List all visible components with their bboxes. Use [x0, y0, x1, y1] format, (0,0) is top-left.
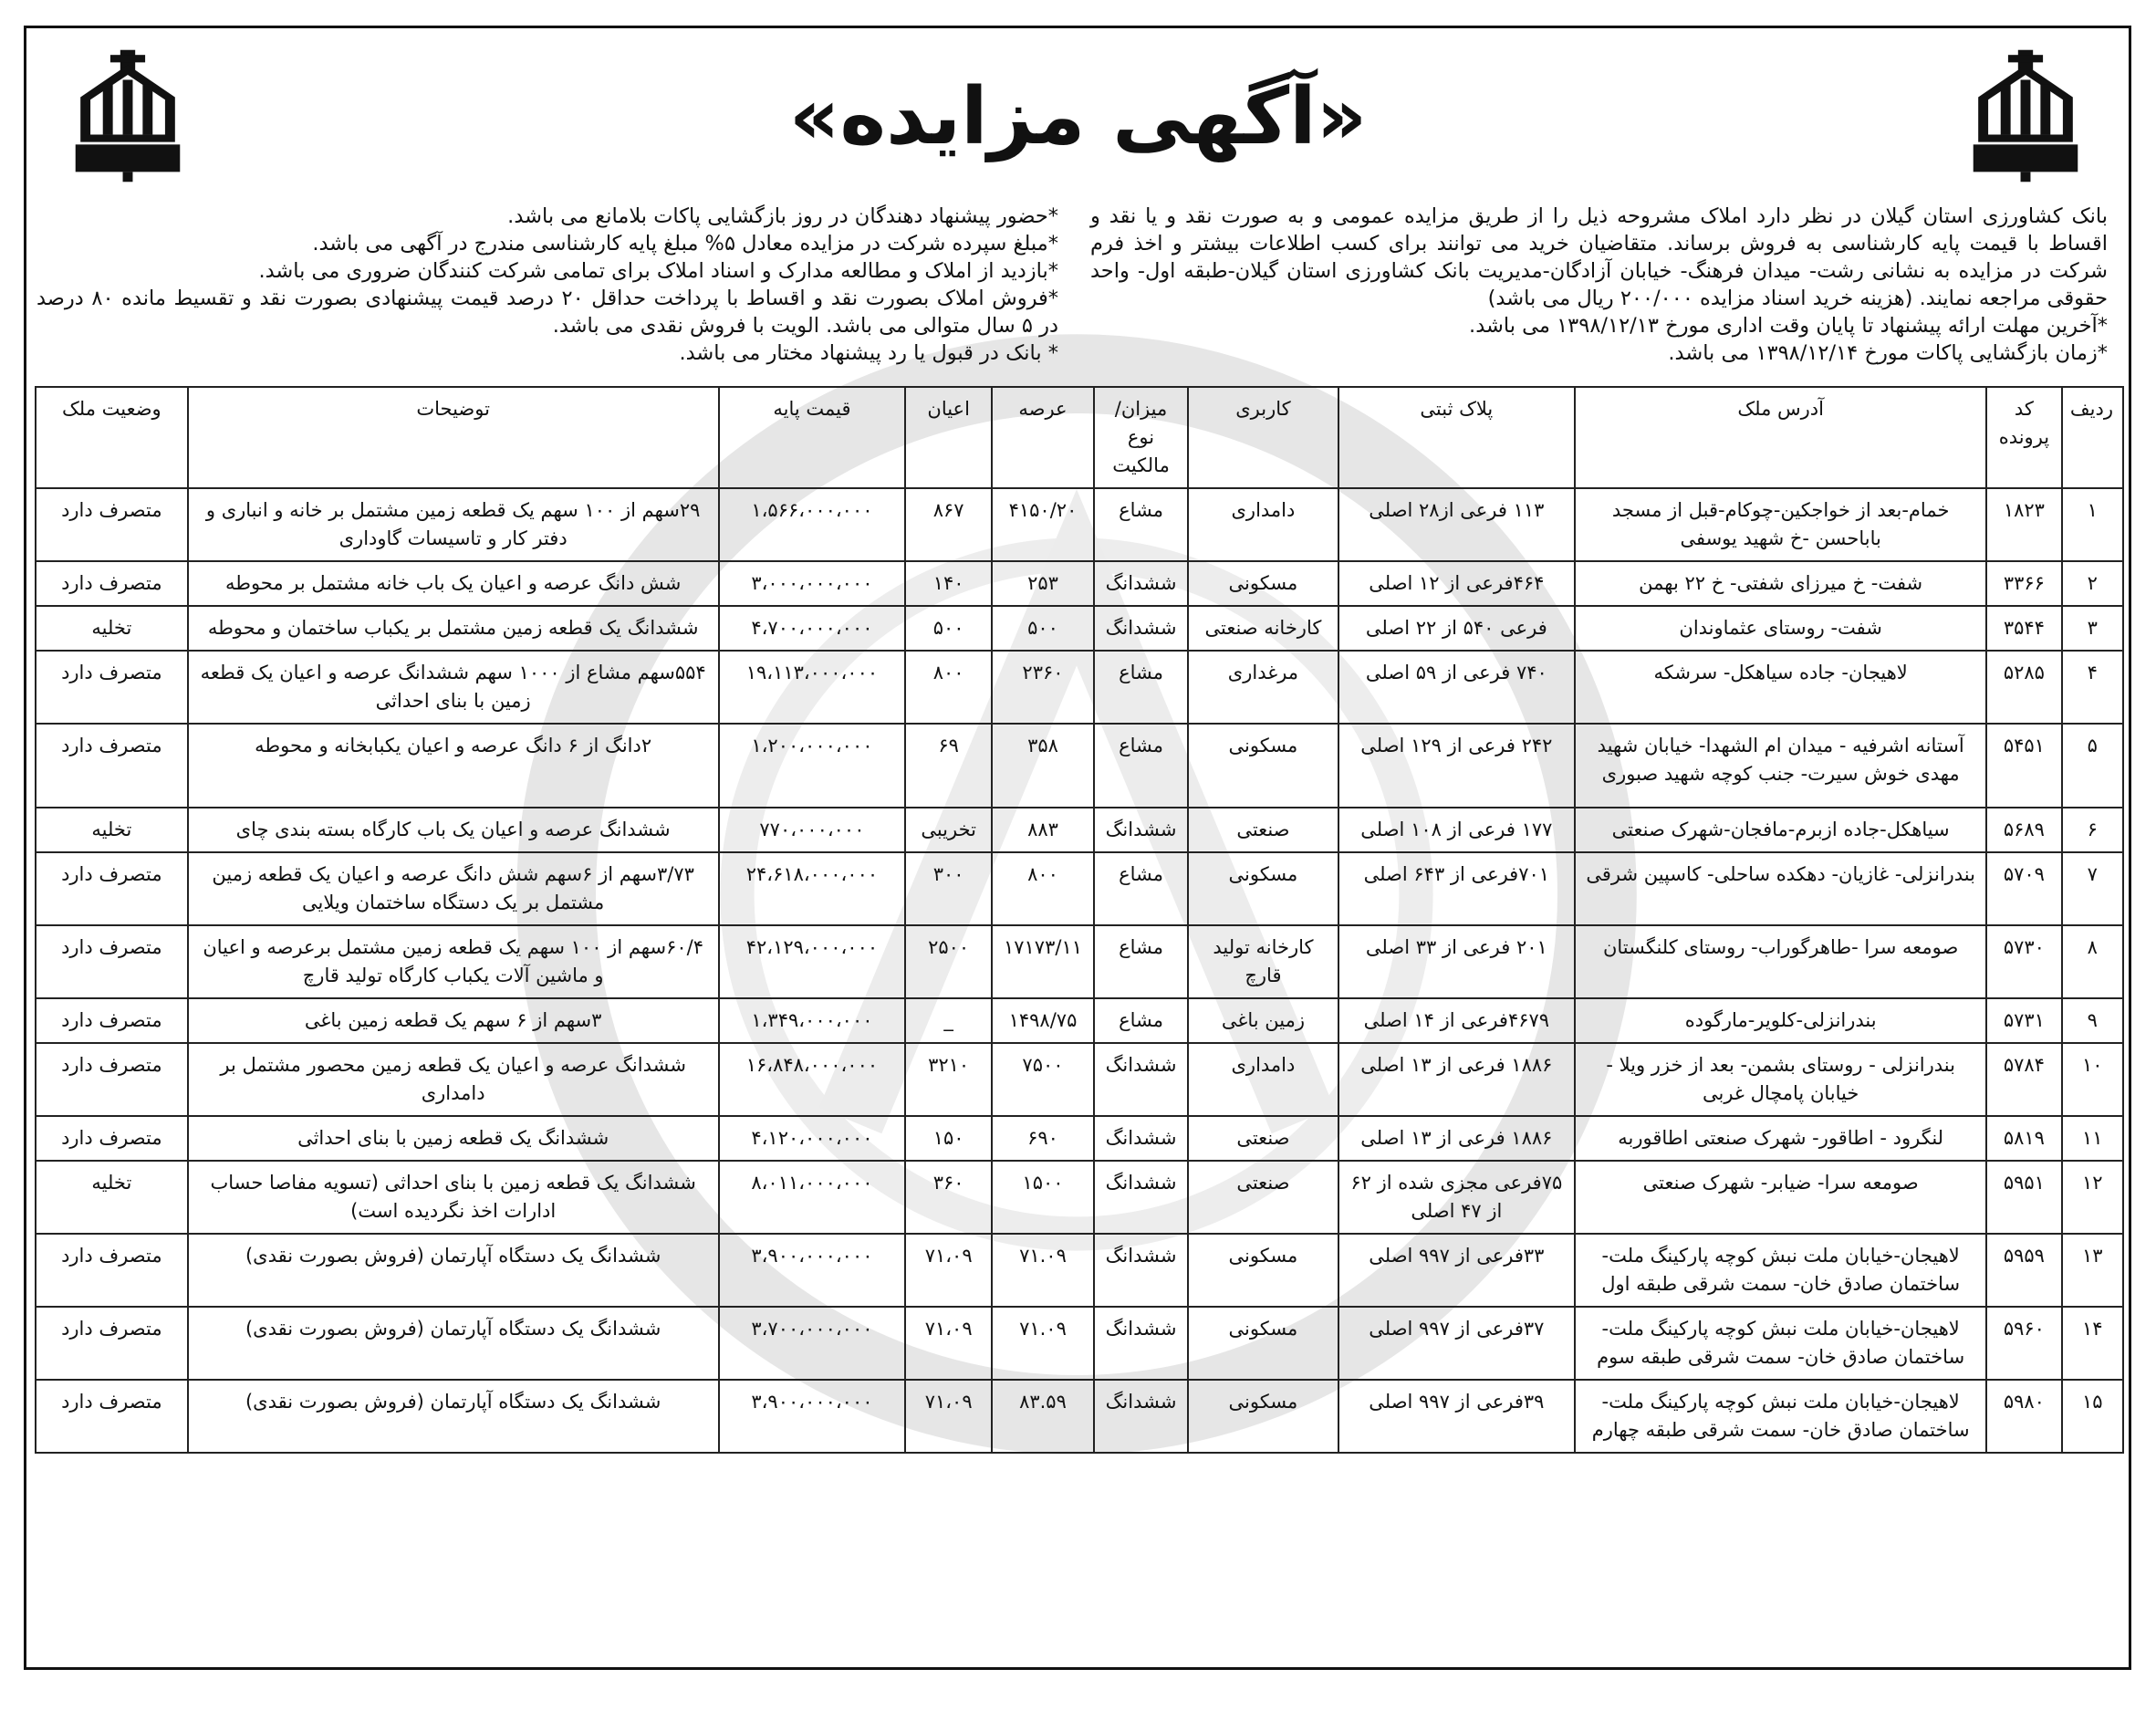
cell-ownership: مشاع: [1094, 852, 1188, 925]
cell-description: ششدانگ یک قطعه زمین با بنای احداثی (تسویه مفاصا حساب ادارات اخذ نگردیده است): [188, 1161, 719, 1234]
cell-base-price: ۱،۳۴۹،۰۰۰،۰۰۰: [719, 998, 906, 1043]
cell-land-area: ۱۷۱۷۳/۱۱: [992, 925, 1094, 998]
table-row: [36, 561, 2123, 606]
cell-row-number: ۱۱: [2062, 1116, 2123, 1161]
cell-address: شفت- خ میرزای شفتی- خ ۲۲ بهمن: [1575, 561, 1986, 606]
cell-ownership: ششدانگ: [1094, 1234, 1188, 1307]
cell-address: خمام-بعد از خواجکین-چوکام-قبل از مسجد باباحسن -خ شهید یوسفی: [1575, 488, 1986, 561]
cell-land-area: ۴۱۵۰/۲۰: [992, 488, 1094, 561]
header-building-area: اعیان: [905, 387, 992, 488]
cell-usage: زمین باغی: [1188, 998, 1338, 1043]
cell-status: متصرف دارد: [36, 488, 188, 561]
cell-description: ششدانگ یک قطعه زمین با بنای احداثی: [188, 1116, 719, 1161]
cell-land-area: ۷۱.۰۹: [992, 1307, 1094, 1380]
cell-usage: مسکونی: [1188, 561, 1338, 606]
cell-registration-plaque: ۲۰۱ فرعی از ۳۳ اصلی: [1338, 925, 1575, 998]
cell-usage: کارخانه صنعتی: [1188, 606, 1338, 651]
table-row: [36, 852, 2123, 925]
cell-description: شش دانگ عرصه و اعیان یک باب خانه مشتمل بر محوطه: [188, 561, 719, 606]
cell-building-area: ۷۱،۰۹: [905, 1380, 992, 1453]
cell-status: متصرف دارد: [36, 1380, 188, 1453]
cell-usage: صنعتی: [1188, 1116, 1338, 1161]
cell-row-number: ۱۵: [2062, 1380, 2123, 1453]
cell-base-price: ۱۶،۸۴۸،۰۰۰،۰۰۰: [719, 1043, 906, 1116]
header-registration-plaque: پلاک ثبتی: [1338, 387, 1575, 488]
cell-status: متصرف دارد: [36, 561, 188, 606]
header-ownership: میزان/نوع مالکیت: [1094, 387, 1188, 488]
cell-address: لاهیجان-خیابان ملت نبش کوچه پارکینگ ملت-ساختمان صادق خان- سمت شرقی طبقه چهارم: [1575, 1380, 1986, 1453]
cell-ownership: مشاع: [1094, 925, 1188, 998]
cell-row-number: ۹: [2062, 998, 2123, 1043]
header-row-number: ردیف: [2062, 387, 2123, 488]
cell-land-area: ۸۸۳: [992, 808, 1094, 852]
cell-base-price: ۷۷۰،۰۰۰،۰۰۰: [719, 808, 906, 852]
intro-bullet: *مبلغ سپرده شرکت در مزایده معادل ۵% مبلغ پایه کارشناسی مندرج در آگهی می باشد.: [312, 232, 1058, 256]
cell-status: متصرف دارد: [36, 1043, 188, 1116]
table-row: [36, 651, 2123, 724]
cell-land-area: ۲۵۳: [992, 561, 1094, 606]
cell-status: متصرف دارد: [36, 1116, 188, 1161]
cell-base-price: ۱،۲۰۰،۰۰۰،۰۰۰: [719, 724, 906, 808]
cell-land-area: ۵۰۰: [992, 606, 1094, 651]
cell-land-area: ۸۳.۵۹: [992, 1380, 1094, 1453]
table-row: [36, 606, 2123, 651]
cell-base-price: ۲۴،۶۱۸،۰۰۰،۰۰۰: [719, 852, 906, 925]
cell-registration-plaque: ۱۸۸۶ فرعی از ۱۳ اصلی: [1338, 1116, 1575, 1161]
cell-description: ششدانگ یک دستگاه آپارتمان (فروش بصورت نقدی): [188, 1380, 719, 1453]
cell-row-number: ۱۳: [2062, 1234, 2123, 1307]
intro-bullet: *بازدید از املاک و مطالعه مدارک و اسناد املاک برای تمامی شرکت کنندگان ضروری می باشد.: [258, 259, 1058, 283]
cell-building-area: تخریبی: [905, 808, 992, 852]
cell-registration-plaque: ۱۸۸۶ فرعی از ۱۳ اصلی: [1338, 1043, 1575, 1116]
cell-description: ۵۵۴سهم مشاع از ۱۰۰۰ سهم ششدانگ عرصه و اعیان یک قطعه زمین با بنای احداثی: [188, 651, 719, 724]
cell-file-code: ۵۸۱۹: [1986, 1116, 2061, 1161]
table-row: [36, 998, 2123, 1043]
cell-registration-plaque: ۳۳فرعی از ۹۹۷ اصلی: [1338, 1234, 1575, 1307]
cell-base-price: ۱،۵۶۶،۰۰۰،۰۰۰: [719, 488, 906, 561]
cell-base-price: ۳،۹۰۰،۰۰۰،۰۰۰: [719, 1234, 906, 1307]
cell-registration-plaque: ۱۷۷ فرعی از ۱۰۸ اصلی: [1338, 808, 1575, 852]
auction-table: [35, 386, 2124, 1454]
cell-building-area: ۷۱،۰۹: [905, 1234, 992, 1307]
header-base-price: قیمت پایه: [719, 387, 906, 488]
cell-base-price: ۳،۹۰۰،۰۰۰،۰۰۰: [719, 1380, 906, 1453]
cell-land-area: ۶۹۰: [992, 1116, 1094, 1161]
cell-registration-plaque: ۳۹فرعی از ۹۹۷ اصلی: [1338, 1380, 1575, 1453]
intro-paragraph: بانک کشاورزی استان گیلان در نظر دارد املاک مشروحه ذیل را از طریق مزایده عمومی و به صورت نقد و یا نقد و اقساط با قیمت پایه کارشناسی به فروش برساند. متقاضیان خرید می توانند برای کسب اطلاعات بیشتر و اخذ فرم شرکت در مزایده به نشانی رشت- میدان فرهنگ- خیابان آزادگان-مدیریت بانک کشاورزی استان گیلان-طبقه اول- واحد حقوقی مراجعه نمایند. (هزینه خرید اسناد مزایده ۲۰۰/۰۰۰ ریال می باشد): [1090, 204, 2108, 310]
cell-file-code: ۵۹۶۰: [1986, 1307, 2061, 1380]
cell-ownership: ششدانگ: [1094, 561, 1188, 606]
table-row: [36, 1161, 2123, 1234]
cell-file-code: ۵۶۸۹: [1986, 808, 2061, 852]
cell-building-area: ۳۰۰: [905, 852, 992, 925]
cell-row-number: ۷: [2062, 852, 2123, 925]
header-status: وضعیت ملک: [36, 387, 188, 488]
cell-land-area: ۸۰۰: [992, 852, 1094, 925]
table-row: [36, 1307, 2123, 1380]
intro-bullet: *حضور پیشنهاد دهندگان در روز بازگشایی پاکات بلامانع می باشد.: [507, 204, 1058, 228]
cell-ownership: مشاع: [1094, 724, 1188, 808]
table-row: [36, 1234, 2123, 1307]
cell-address: لاهیجان-خیابان ملت نبش کوچه پارکینگ ملت-ساختمان صادق خان- سمت شرقی طبقه اول: [1575, 1234, 1986, 1307]
cell-row-number: ۸: [2062, 925, 2123, 998]
cell-ownership: ششدانگ: [1094, 1043, 1188, 1116]
cell-building-area: ۸۶۷: [905, 488, 992, 561]
header-description: توضیحات: [188, 387, 719, 488]
cell-address: بندرانزلی- غازیان- دهکده ساحلی- کاسپین شرقی: [1575, 852, 1986, 925]
cell-description: ششدانگ یک دستگاه آپارتمان (فروش بصورت نقدی): [188, 1307, 719, 1380]
table-header-row: [36, 387, 2123, 488]
cell-description: ۳سهم از ۶ سهم یک قطعه زمین باغی: [188, 998, 719, 1043]
cell-status: متصرف دارد: [36, 724, 188, 808]
cell-usage: دامداری: [1188, 1043, 1338, 1116]
cell-usage: کارخانه تولید قارچ: [1188, 925, 1338, 998]
cell-status: تخلیه: [36, 808, 188, 852]
cell-status: متصرف دارد: [36, 1307, 188, 1380]
cell-description: ششدانگ یک دستگاه آپارتمان (فروش بصورت نقدی): [188, 1234, 719, 1307]
intro-bullet: *آخرین مهلت ارائه پیشنهاد تا پایان وقت اداری مورخ ۱۳۹۸/۱۲/۱۳ می باشد.: [1469, 314, 2108, 338]
cell-usage: مسکونی: [1188, 1380, 1338, 1453]
cell-land-area: ۷۵۰۰: [992, 1043, 1094, 1116]
cell-ownership: ششدانگ: [1094, 1307, 1188, 1380]
cell-building-area: _: [905, 998, 992, 1043]
cell-usage: مسکونی: [1188, 1234, 1338, 1307]
cell-registration-plaque: ۳۷فرعی از ۹۹۷ اصلی: [1338, 1307, 1575, 1380]
cell-row-number: ۶: [2062, 808, 2123, 852]
cell-ownership: ششدانگ: [1094, 1380, 1188, 1453]
cell-status: متصرف دارد: [36, 1234, 188, 1307]
cell-building-area: ۲۵۰۰: [905, 925, 992, 998]
cell-file-code: ۵۹۵۱: [1986, 1161, 2061, 1234]
cell-land-area: ۱۵۰۰: [992, 1161, 1094, 1234]
cell-ownership: ششدانگ: [1094, 606, 1188, 651]
cell-registration-plaque: ۴۶۷۹فرعی از ۱۴ اصلی: [1338, 998, 1575, 1043]
cell-address: صومعه سرا -طاهرگوراب- روستای کلنگستان: [1575, 925, 1986, 998]
cell-registration-plaque: ۷۰۱فرعی از ۶۴۳ اصلی: [1338, 852, 1575, 925]
cell-usage: مسکونی: [1188, 852, 1338, 925]
cell-description: ششدانگ عرصه و اعیان یک باب کارگاه بسته بندی چای: [188, 808, 719, 852]
table-row: [36, 1380, 2123, 1453]
cell-address: لاهیجان-خیابان ملت نبش کوچه پارکینگ ملت-ساختمان صادق خان- سمت شرقی طبقه سوم: [1575, 1307, 1986, 1380]
cell-address: سیاهکل-جاده ازبرم-مافجان-شهرک صنعتی: [1575, 808, 1986, 852]
intro-bullet: *زمان بازگشایی پاکات مورخ ۱۳۹۸/۱۲/۱۴ می باشد.: [1668, 341, 2108, 365]
table-row: [36, 1116, 2123, 1161]
intro-right-block: [1090, 203, 2108, 367]
cell-base-price: ۴۲،۱۲۹،۰۰۰،۰۰۰: [719, 925, 906, 998]
cell-registration-plaque: ۱۱۳ فرعی از۲۸ اصلی: [1338, 488, 1575, 561]
cell-status: تخلیه: [36, 1161, 188, 1234]
intro-bullet: * بانک در قبول یا رد پیشنهاد مختار می باشد.: [679, 341, 1058, 365]
cell-base-price: ۴،۱۲۰،۰۰۰،۰۰۰: [719, 1116, 906, 1161]
cell-file-code: ۵۷۳۱: [1986, 998, 2061, 1043]
table-row: [36, 724, 2123, 808]
cell-address: بندرانزلی-کلویر-مارگوده: [1575, 998, 1986, 1043]
cell-row-number: ۲: [2062, 561, 2123, 606]
cell-file-code: ۵۴۵۱: [1986, 724, 2061, 808]
cell-usage: دامداری: [1188, 488, 1338, 561]
cell-usage: مسکونی: [1188, 724, 1338, 808]
cell-usage: مسکونی: [1188, 1307, 1338, 1380]
cell-status: متصرف دارد: [36, 925, 188, 998]
cell-registration-plaque: فرعی ۵۴۰ از ۲۲ اصلی: [1338, 606, 1575, 651]
header-address: آدرس ملک: [1575, 387, 1986, 488]
cell-land-area: ۲۳۶۰: [992, 651, 1094, 724]
cell-registration-plaque: ۲۴۲ فرعی از ۱۲۹ اصلی: [1338, 724, 1575, 808]
cell-file-code: ۱۸۲۳: [1986, 488, 2061, 561]
cell-file-code: ۵۷۳۰: [1986, 925, 2061, 998]
cell-land-area: ۱۴۹۸/۷۵: [992, 998, 1094, 1043]
cell-file-code: ۵۷۸۴: [1986, 1043, 2061, 1116]
cell-usage: مرغداری: [1188, 651, 1338, 724]
page-title: «آگهی مزایده»: [788, 71, 1368, 162]
cell-row-number: ۱۲: [2062, 1161, 2123, 1234]
cell-file-code: ۵۲۸۵: [1986, 651, 2061, 724]
cell-description: ششدانگ عرصه و اعیان یک قطعه زمین محصور مشتمل بر دامداری: [188, 1043, 719, 1116]
cell-address: آستانه اشرفیه - میدان ام الشهدا- خیابان شهید مهدی خوش سیرت- جنب کوچه شهید صبوری: [1575, 724, 1986, 808]
cell-address: لنگرود - اطاقور- شهرک صنعتی اطاقوربه: [1575, 1116, 1986, 1161]
cell-building-area: ۳۶۰: [905, 1161, 992, 1234]
cell-row-number: ۱۴: [2062, 1307, 2123, 1380]
cell-ownership: مشاع: [1094, 651, 1188, 724]
table-row: [36, 925, 2123, 998]
cell-row-number: ۱۰: [2062, 1043, 2123, 1116]
cell-address: لاهیجان- جاده سیاهکل- سرشکه: [1575, 651, 1986, 724]
cell-file-code: ۵۹۵۹: [1986, 1234, 2061, 1307]
table-row: [36, 808, 2123, 852]
intro-bullet: *فروش املاک بصورت نقد و اقساط با پرداخت حداقل ۲۰ درصد قیمت پیشنهادی بصورت نقد و تقسیط مانده ۸۰ درصد در ۵ سال متوالی می باشد. الویت با فروش نقدی می باشد.: [36, 287, 1059, 338]
cell-registration-plaque: ۴۶۴فرعی از ۱۲ اصلی: [1338, 561, 1575, 606]
cell-file-code: ۳۳۶۶: [1986, 561, 2061, 606]
header-file-code: کد پرونده: [1986, 387, 2061, 488]
header-land-area: عرصه: [992, 387, 1094, 488]
cell-row-number: ۱: [2062, 488, 2123, 561]
cell-status: تخلیه: [36, 606, 188, 651]
cell-description: ششدانگ یک قطعه زمین مشتمل بر یکباب ساختمان و محوطه: [188, 606, 719, 651]
header-usage: کاربری: [1188, 387, 1338, 488]
cell-ownership: مشاع: [1094, 488, 1188, 561]
cell-file-code: ۵۹۸۰: [1986, 1380, 2061, 1453]
cell-building-area: ۸۰۰: [905, 651, 992, 724]
cell-usage: صنعتی: [1188, 808, 1338, 852]
cell-land-area: ۳۵۸: [992, 724, 1094, 808]
intro-left-block: [36, 203, 1058, 367]
cell-base-price: ۴،۷۰۰،۰۰۰،۰۰۰: [719, 606, 906, 651]
cell-base-price: ۳،۷۰۰،۰۰۰،۰۰۰: [719, 1307, 906, 1380]
cell-file-code: ۵۷۰۹: [1986, 852, 2061, 925]
cell-ownership: ششدانگ: [1094, 1161, 1188, 1234]
cell-building-area: ۷۱،۰۹: [905, 1307, 992, 1380]
cell-ownership: ششدانگ: [1094, 808, 1188, 852]
cell-ownership: مشاع: [1094, 998, 1188, 1043]
cell-registration-plaque: ۷۴۰ فرعی از ۵۹ اصلی: [1338, 651, 1575, 724]
cell-base-price: ۱۹،۱۱۳،۰۰۰،۰۰۰: [719, 651, 906, 724]
cell-building-area: ۵۰۰: [905, 606, 992, 651]
cell-row-number: ۵: [2062, 724, 2123, 808]
cell-status: متصرف دارد: [36, 998, 188, 1043]
cell-building-area: ۱۴۰: [905, 561, 992, 606]
cell-row-number: ۳: [2062, 606, 2123, 651]
cell-description: ۳/۷۳سهم از ۶سهم شش دانگ عرصه و اعیان یک قطعه زمین مشتمل بر یک دستگاه ساختمان ویلایی: [188, 852, 719, 925]
cell-registration-plaque: ۷۵فرعی مجزی شده از ۶۲ از ۴۷ اصلی: [1338, 1161, 1575, 1234]
cell-building-area: ۳۲۱۰: [905, 1043, 992, 1116]
cell-description: ۲دانگ از ۶ دانگ عرصه و اعیان یکبابخانه و محوطه: [188, 724, 719, 808]
cell-description: ۲۹سهم از ۱۰۰ سهم یک قطعه زمین مشتمل بر خانه و انباری و دفتر کار و تاسیسات گاوداری: [188, 488, 719, 561]
cell-row-number: ۴: [2062, 651, 2123, 724]
cell-status: متصرف دارد: [36, 651, 188, 724]
cell-base-price: ۸،۰۱۱،۰۰۰،۰۰۰: [719, 1161, 906, 1234]
cell-file-code: ۳۵۴۴: [1986, 606, 2061, 651]
cell-address: بندرانزلی - روستای بشمن- بعد از خزر ویلا - خیابان پامچال غربی: [1575, 1043, 1986, 1116]
cell-usage: صنعتی: [1188, 1161, 1338, 1234]
cell-address: شفت- روستای عثماوندان: [1575, 606, 1986, 651]
cell-ownership: ششدانگ: [1094, 1116, 1188, 1161]
cell-base-price: ۳،۰۰۰،۰۰۰،۰۰۰: [719, 561, 906, 606]
table-row: [36, 488, 2123, 561]
cell-land-area: ۷۱.۰۹: [992, 1234, 1094, 1307]
cell-building-area: ۱۵۰: [905, 1116, 992, 1161]
cell-building-area: ۶۹: [905, 724, 992, 808]
cell-description: ۶۰/۴سهم از ۱۰۰ سهم یک قطعه زمین مشتمل برعرصه و اعیان و ماشین آلات یکباب کارگاه تولید قارچ: [188, 925, 719, 998]
cell-address: صومعه سرا- ضیابر- شهرک صنعتی: [1575, 1161, 1986, 1234]
cell-status: متصرف دارد: [36, 852, 188, 925]
table-row: [36, 1043, 2123, 1116]
